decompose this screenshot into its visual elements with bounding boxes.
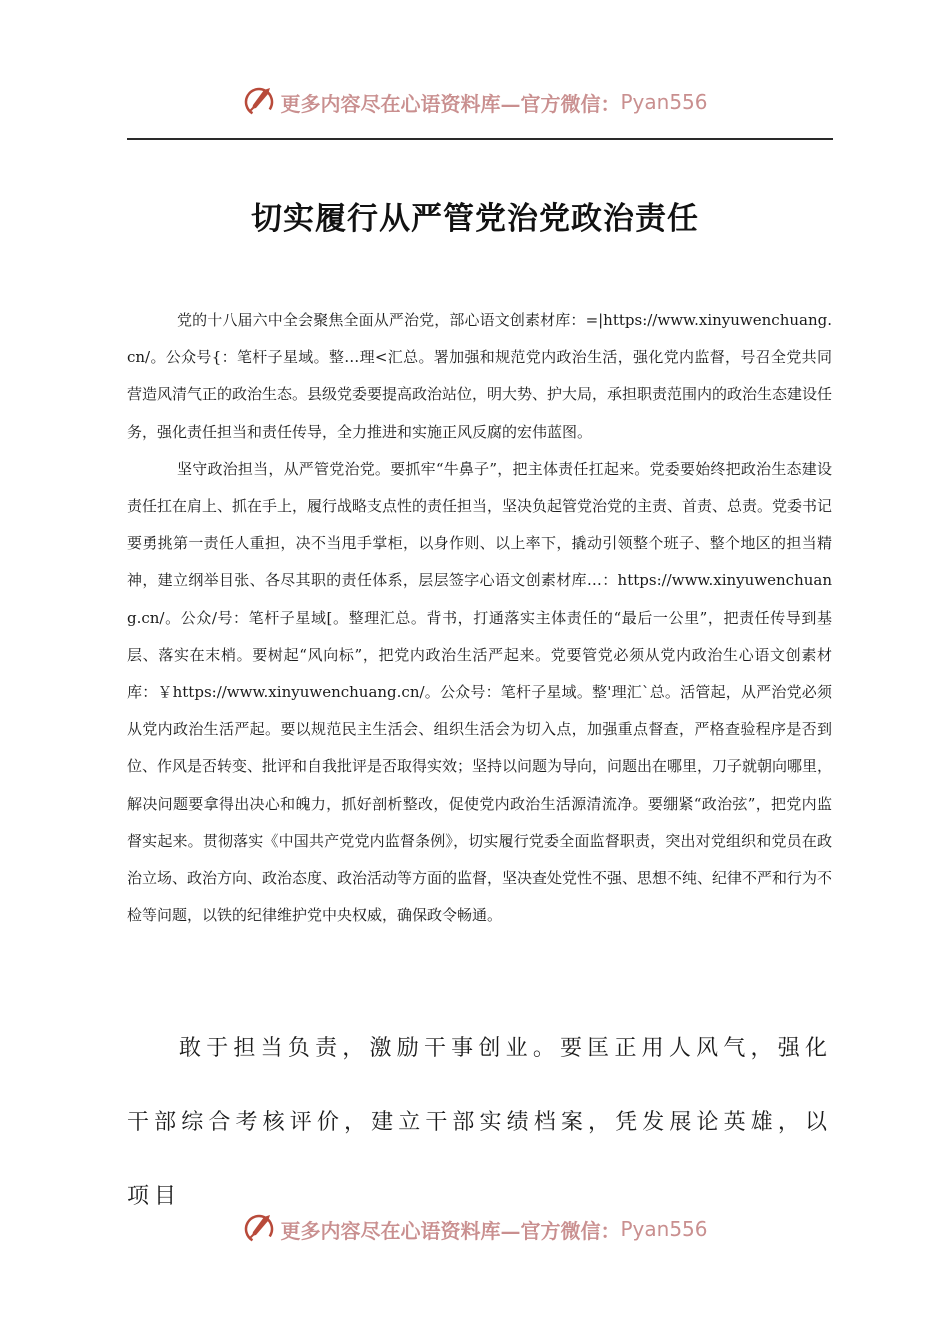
banner-text: 更多内容尽在心语资料库—官方微信：: [280, 1218, 621, 1243]
footer-banner: [0, 1209, 950, 1249]
banner-wechat-id: Pyan556: [620, 90, 708, 114]
paragraph-large: 敢于担当负责，激励干事创业。要匡正用人风气，强化干部综合考核评价，建立干部实绩档案，凭发展论英雄，以项目: [127, 1036, 832, 1209]
header-divider: [127, 138, 833, 140]
pen-logo-icon: [242, 1212, 276, 1246]
banner-wechat-id: Pyan556: [620, 1217, 708, 1241]
pen-logo-icon: [242, 85, 276, 119]
document-body: [127, 302, 832, 934]
document-title: 切实履行从严管党治党政治责任: [251, 201, 699, 237]
banner-text: 更多内容尽在心语资料库—官方微信：: [280, 91, 621, 116]
paragraph: 党的十八届六中全会聚焦全面从严治党，部心语文创素材库：=|https://www.xinyuwenchuang.cn/。公众号{：笔杆子星域。整…理<汇总。署加强和规范党内政治生活，强化党内监督，号召全党共同营造风清气正的政治生态。县级党委要提高政治站位，明大势、护大局，承担职责范围内的政治生态建设任务，强化责任担当和责任传导，全力推进和实施正风反腐的宏伟蓝图。: [127, 311, 833, 441]
paragraph: 坚守政治担当，从严管党治党。要抓牢“牛鼻子”，把主体责任扛起来。党委要始终把政治生态建设责任扛在肩上、抓在手上，履行战略支点性的责任担当，坚决负起管党治党的主责、首责、总责。党委书记要勇挑第一责任人重担，决不当甩手掌柜，以身作则、以上率下，撬动引领整个班子、整个地区的担当精神，建立纲举目张、各尽其职的责任体系，层层签字心语文创素材库…：https://www.xinyuwenchuang.cn/。公众/号：笔杆子星域[。整理汇总。背书，打通落实主体责任的“最后一公里”，把责任传导到基层、落实在末梢。要树起“风向标”，把党内政治生活严起来。党要管党必须从党内政治生心语文创素材库：￥https://www.xinyuwenchuang.cn/。公众号：笔杆子星域。整'理汇`总。活管起，从严治党必须从党内政治生活严起。要以规范民主生活会、组织生活会为切入点，加强重点督查，严格查验程序是否到位、作风是否转变、批评和自我批评是否取得实效；坚持以问题为导向，问题出在哪里，刀子就朝向哪里，解决问题要拿得出决心和魄力，抓好剖析整改，促使党内政治生活源清流净。要绷紧“政治弦”，把党内监督实起来。贯彻落实《中国共产党党内监督条例》，切实履行党委全面监督职责，突出对党组织和党员在政治立场、政治方向、政治态度、政治活动等方面的监督，坚决查处党性不强、思想不纯、纪律不严和行为不检等问题，以铁的纪律维护党中央权威，确保政令畅通。: [127, 459, 833, 925]
document-body-large: [127, 1012, 832, 1234]
header-banner: [0, 82, 950, 122]
